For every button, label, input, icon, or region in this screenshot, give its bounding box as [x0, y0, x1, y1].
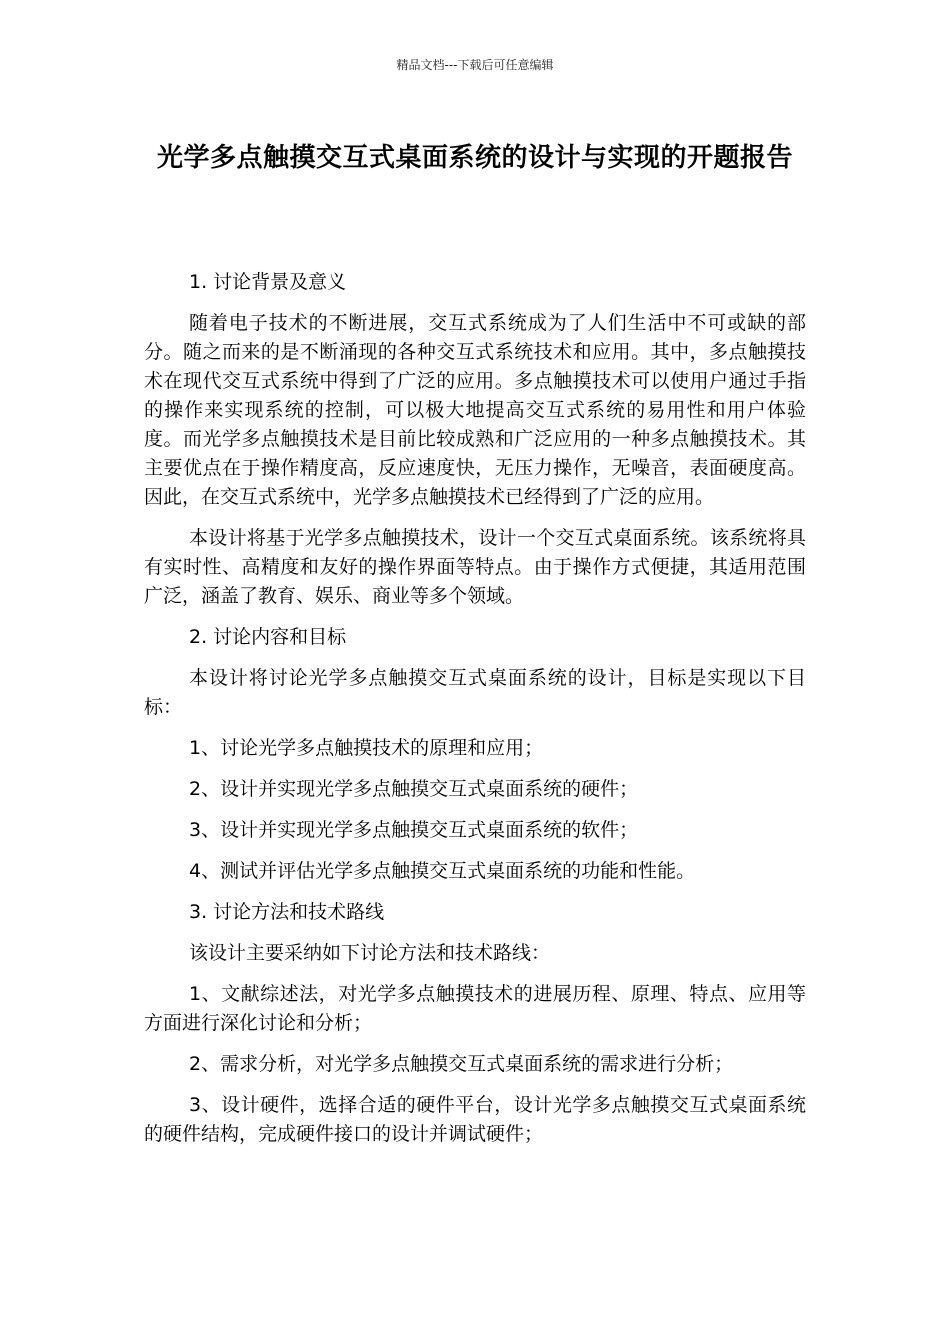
body-paragraph: 本设计将基于光学多点触摸技术，设计一个交互式桌面系统。该系统将具有实时性、高精度和友好的操作界面等特点。由于操作方式便捷，其适用范围广泛，涵盖了教育、娱乐、商业等多个领域。	[144, 527, 806, 607]
document-title: 光学多点触摸交互式桌面系统的设计与实现的开题报告	[156, 143, 793, 173]
page-header: 精品文档---下载后可任意编辑	[396, 58, 554, 72]
list-item: 2、设计并实现光学多点触摸交互式桌面系统的硬件；	[189, 778, 639, 800]
section-heading: 1. 讨论背景及意义	[189, 271, 347, 293]
section-heading: 3. 讨论方法和技术路线	[189, 901, 385, 923]
body-paragraph: 随着电子技术的不断进展，交互式系统成为了人们生活中不可或缺的部分。随之而来的是不断涌现的各种交互式系统技术和应用。其中，多点触摸技术在现代交互式系统中得到了广泛的应用。多点触摸技术可以使用户通过手指的操作来实现系统的控制，可以极大地提高交互式系统的易用性和用户体验度。而光学多点触摸技术是目前比较成熟和广泛应用的一种多点触摸技术。其主要优点在于操作精度高，反应速度快，无压力操作，无噪音，表面硬度高。因此，在交互式系统中，光学多点触摸技术已经得到了广泛的应用。	[144, 312, 806, 508]
body-paragraph: 本设计将讨论光学多点触摸交互式桌面系统的设计，目标是实现以下目标：	[144, 667, 806, 718]
list-item: 1、讨论光学多点触摸技术的原理和应用；	[189, 737, 544, 759]
list-item: 4、测试并评估光学多点触摸交互式桌面系统的功能和性能。	[189, 860, 696, 882]
list-item: 3、设计并实现光学多点触摸交互式桌面系统的软件；	[189, 819, 639, 841]
body-paragraph: 该设计主要采纳如下讨论方法和技术路线：	[189, 942, 551, 964]
list-item: 1、文献综述法，对光学多点触摸技术的进展历程、原理、特点、应用等方面进行深化讨论和分析；	[144, 983, 806, 1034]
section-heading: 2. 讨论内容和目标	[189, 626, 347, 648]
list-item: 2、需求分析，对光学多点触摸交互式桌面系统的需求进行分析；	[189, 1053, 734, 1075]
list-item: 3、设计硬件，选择合适的硬件平台，设计光学多点触摸交互式桌面系统的硬件结构，完成硬件接口的设计并调试硬件；	[144, 1094, 806, 1145]
document-body	[144, 268, 806, 1161]
